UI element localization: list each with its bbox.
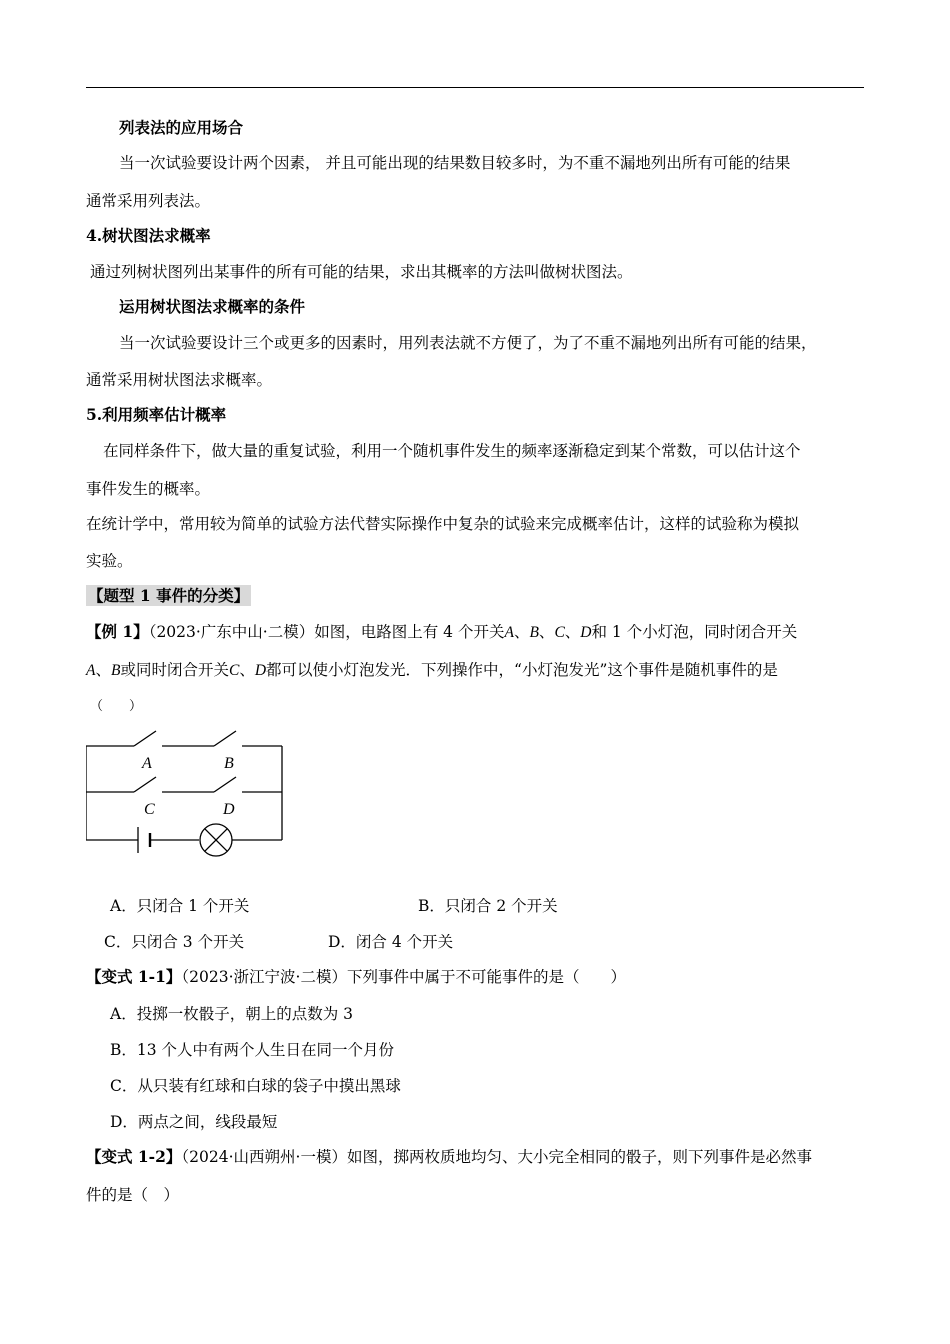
- var-a: A: [86, 662, 96, 679]
- var-a: A: [504, 624, 514, 641]
- sep: 、: [513, 623, 530, 641]
- option-a: A．只闭合 1 个开关: [110, 897, 250, 915]
- type-tag: 【题型 1 事件的分类】: [88, 586, 250, 605]
- circuit-diagram: [86, 728, 286, 860]
- sep: 、: [95, 661, 111, 679]
- option-d: D．闭合 4 个开关: [328, 933, 454, 951]
- variant-1-1: [86, 967, 626, 987]
- question-text: 或同时闭合开关: [120, 661, 229, 679]
- paragraph: 实验。: [86, 552, 133, 570]
- example-tag: 【例 1】: [86, 622, 149, 641]
- label-c: C: [144, 801, 155, 818]
- label-b: B: [224, 755, 234, 772]
- paragraph: 在同样条件下，做大量的重复试验，利用一个随机事件发生的频率逐渐稳定到某个常数，可以估计这个: [103, 442, 801, 460]
- sep: 、: [564, 623, 581, 641]
- switch-d: [214, 777, 236, 792]
- question-text: 和 1 个小灯泡，同时闭合开关: [591, 623, 798, 641]
- answer-blank: （ ）: [90, 699, 143, 714]
- variant-tag: 【变式 1-1】: [86, 967, 182, 986]
- variant-1-2-line-2: 件的是（ ）: [86, 1186, 180, 1204]
- header-rule: [86, 87, 864, 88]
- option-b: B．13 个人中有两个人生日在同一个月份: [110, 1041, 395, 1059]
- question-text: 如图，电路图上有 4 个开关: [314, 623, 505, 641]
- label-a: A: [142, 755, 152, 772]
- example-1-line-1: [86, 622, 797, 643]
- option-b: B．只闭合 2 个开关: [418, 897, 558, 915]
- heading-tree-diagram: 4.树状图法求概率: [86, 226, 211, 245]
- question-text: 下列事件中属于不可能事件的是（ ）: [346, 968, 626, 986]
- question-text: 如图，掷两枚质地均匀、大小完全相同的骰子，则下列事件是必然事: [346, 1148, 812, 1166]
- option-c: C．从只装有红球和白球的袋子中摸出黑球: [110, 1077, 401, 1095]
- question-text: 都可以使小灯泡发光．下列操作中，“小灯泡发光”这个事件是随机事件的是: [266, 661, 778, 679]
- paragraph: 事件发生的概率。: [86, 480, 211, 498]
- section-title-tree-conditions: 运用树状图法求概率的条件: [119, 297, 306, 316]
- question-type-label: [86, 586, 251, 606]
- variant-1-2: [86, 1147, 812, 1167]
- switch-c: [134, 777, 156, 792]
- source: （2023·浙江宁波·二模）: [181, 968, 347, 986]
- section-title-table-method: 列表法的应用场合: [119, 118, 244, 137]
- paragraph: 当一次试验要设计三个或更多的因素时，用列表法就不方便了，为了不重不漏地列出所有可能的结果，: [119, 334, 817, 352]
- var-b: B: [529, 624, 539, 641]
- paragraph: 通常采用树状图法求概率。: [86, 371, 273, 389]
- switch-b: [214, 731, 236, 746]
- option-d: D．两点之间，线段最短: [110, 1113, 278, 1131]
- heading-frequency-estimate: 5.利用频率估计概率: [86, 405, 227, 424]
- paragraph: 通常采用列表法。: [86, 192, 211, 210]
- var-b: B: [110, 662, 121, 679]
- option-c: C．只闭合 3 个开关: [104, 933, 245, 951]
- option-a: A．投掷一枚骰子，朝上的点数为 3: [110, 1005, 353, 1023]
- variant-tag: 【变式 1-2】: [86, 1147, 182, 1166]
- source: （2024·山西朔州·一模）: [181, 1148, 347, 1166]
- paragraph: 当一次试验要设计两个因素， 并且可能出现的结果数目较多时，为不重不漏地列出所有可能的结果: [119, 154, 791, 172]
- source: （2023·广东中山·二模）: [148, 623, 315, 641]
- switch-a: [134, 731, 156, 746]
- var-d: D: [580, 624, 592, 641]
- sep: 、: [239, 661, 255, 679]
- label-d: D: [223, 801, 235, 818]
- paragraph: 通过列树状图列出某事件的所有可能的结果，求出其概率的方法叫做树状图法。: [90, 263, 633, 281]
- var-c: C: [228, 662, 240, 679]
- var-d: D: [254, 662, 267, 679]
- sep: 、: [538, 623, 555, 641]
- example-1-line-2: [86, 660, 778, 681]
- var-c: C: [554, 624, 565, 641]
- paragraph: 在统计学中，常用较为简单的试验方法代替实际操作中复杂的试验来完成概率估计，这样的试验称为模拟: [86, 515, 800, 533]
